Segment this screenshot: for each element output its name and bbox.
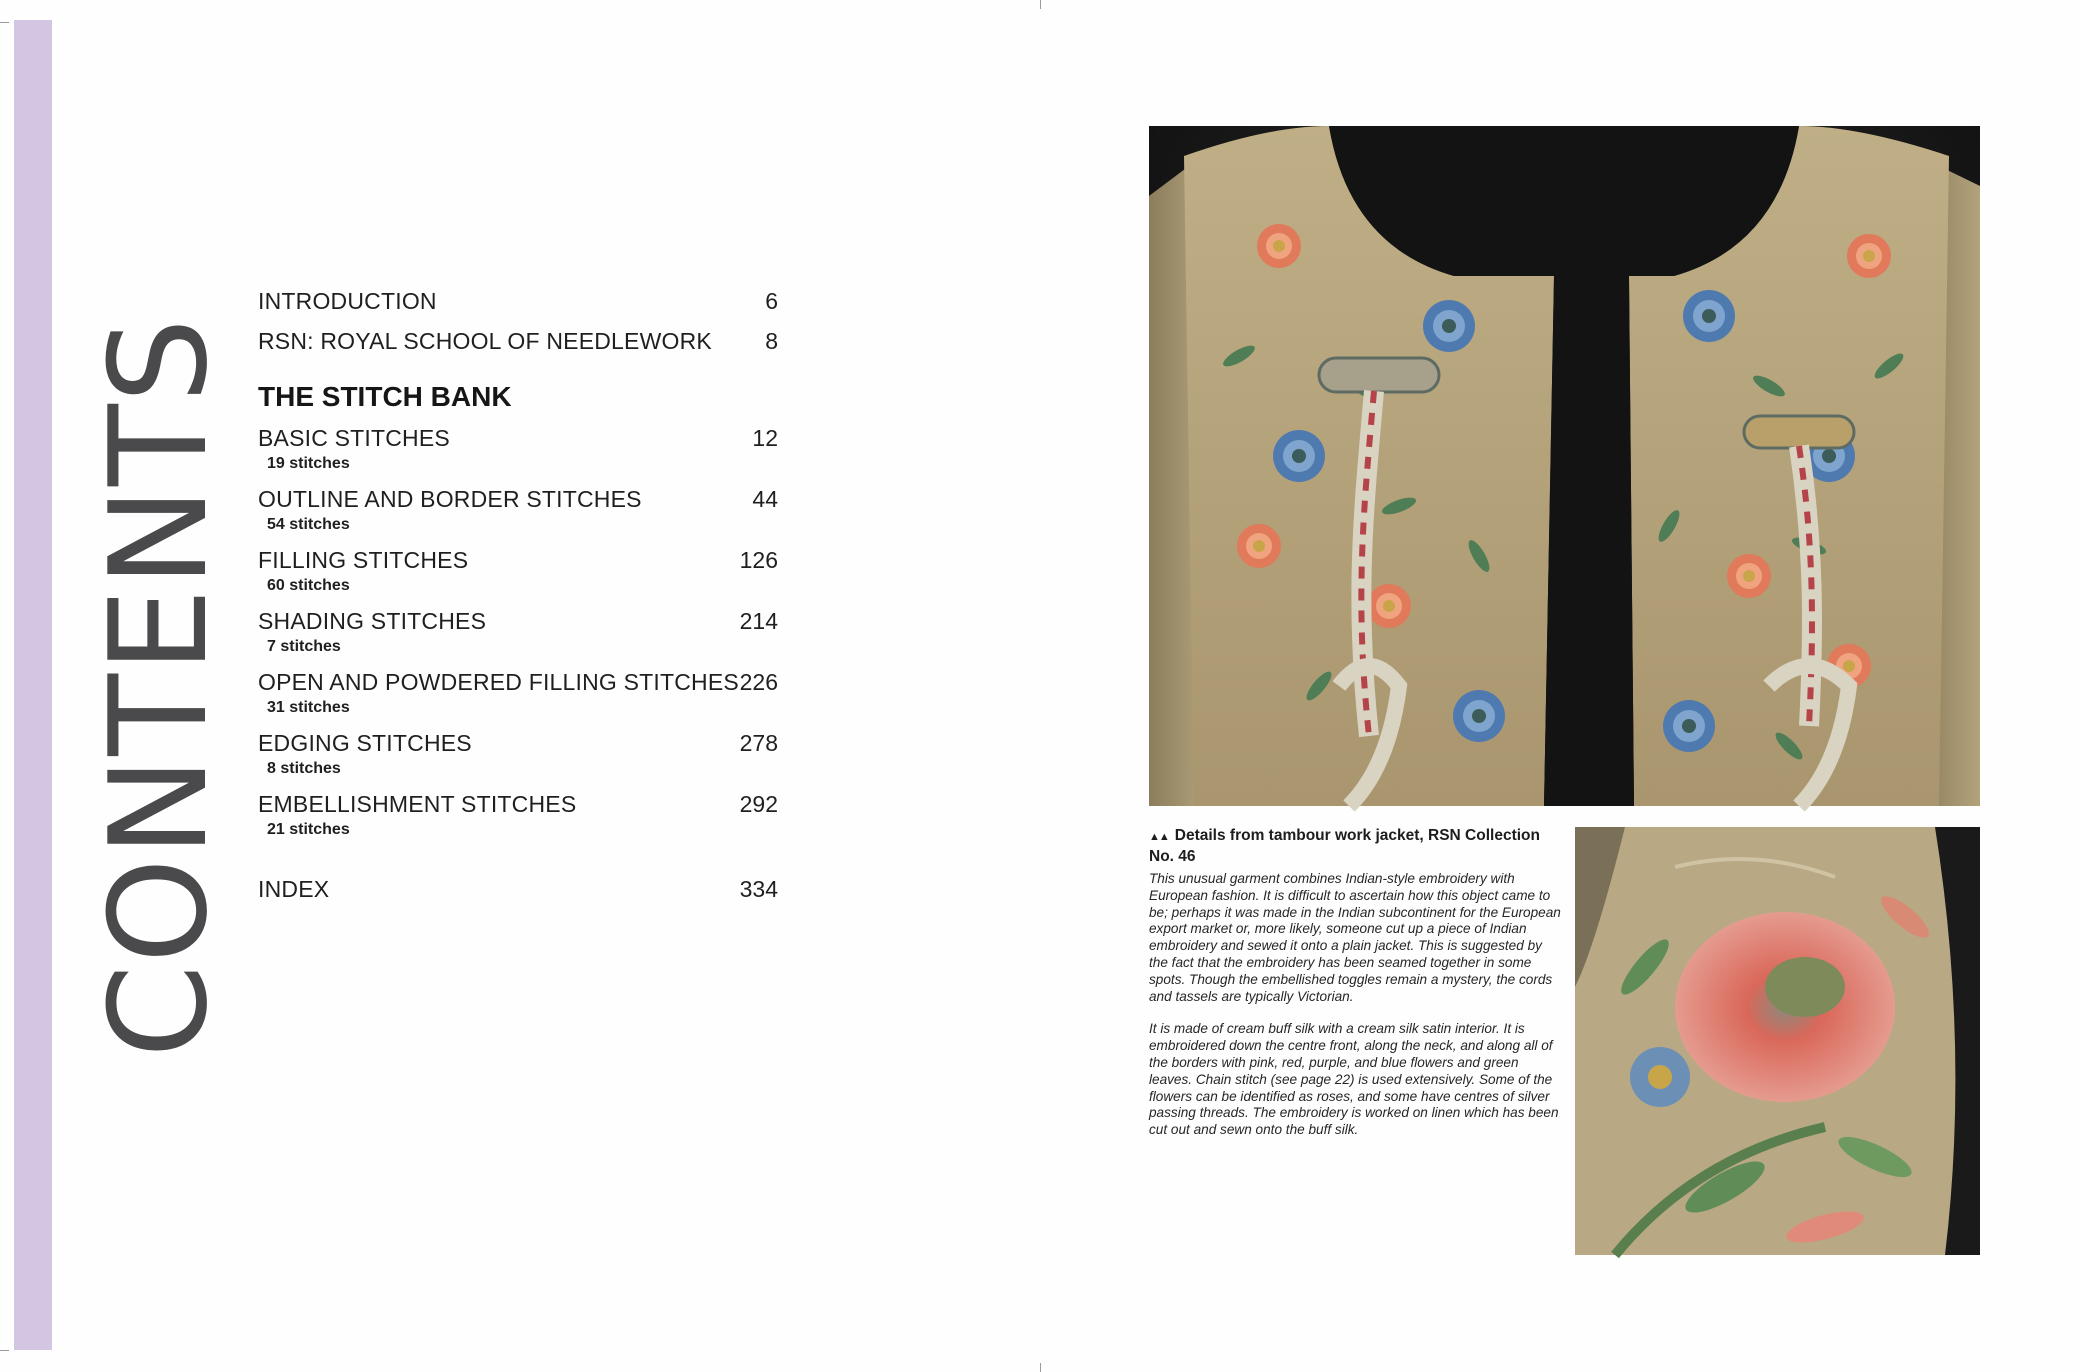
section-heading-stitch-bank: THE STITCH BANK — [258, 381, 512, 412]
toc-entry-page: 226 — [739, 669, 778, 695]
toc-entry-title: RSN: ROYAL SCHOOL OF NEEDLEWORK — [258, 328, 712, 354]
toc-entry-count: 21 stitches — [267, 821, 350, 838]
caption-heading-text: Details from tambour work jacket, RSN Collection No. 46 — [1149, 827, 1540, 865]
toc-entry-page: 126 — [739, 547, 778, 573]
toc-entry-page: 12 — [752, 425, 778, 451]
toc-entry-page: 44 — [752, 486, 778, 512]
caption-marker-icon: ▲▲ — [1149, 831, 1169, 843]
toc-entry-count: 60 stitches — [267, 577, 350, 594]
jacket-photo — [1149, 126, 1980, 806]
toc-entry-page: 334 — [739, 876, 778, 902]
toc-entry-title: OPEN AND POWDERED FILLING STITCHES — [258, 669, 739, 695]
toc-entry-title: FILLING STITCHES — [258, 547, 469, 573]
toc-entry-title: OUTLINE AND BORDER STITCHES — [258, 486, 642, 512]
photo-caption — [1149, 826, 1561, 1139]
toc-entry-count: 7 stitches — [267, 638, 341, 655]
toc-entry-title: EDGING STITCHES — [258, 730, 472, 756]
contents-title — [81, 280, 237, 1095]
accent-band — [14, 20, 52, 1350]
caption-heading — [1149, 826, 1561, 866]
toc-entry-count: 8 stitches — [267, 760, 341, 777]
toc-entry-title: INDEX — [258, 876, 330, 902]
contents-title-text: CONTENTS — [81, 317, 237, 1058]
toc-entry-page: 6 — [765, 288, 778, 314]
toc-entry-page: 8 — [765, 328, 778, 354]
caption-paragraph: It is made of cream buff silk with a cream silk satin interior. It is embroidered down the centre front, along the neck, and along all of the borders with pink, red, purple, and blue flowers and green leaves. Chain stitch (see page 22) is used extensively. Some of the flowers can be identified as roses, and some have centres of silver passing threads. The embroidery is worked on linen which has been cut out and sewn onto the buff silk. — [1149, 1021, 1559, 1138]
toc-entry-title: SHADING STITCHES — [258, 608, 487, 634]
caption-paragraph: This unusual garment combines Indian-style embroidery with European fashion. It is difficult to ascertain how this object came to be; perhaps it was made in the Indian subcontinent for the European export market or, more likely, someone cut up a piece of Indian embroidery and sewed it onto a plain jacket. This is suggested by the fact that the embroidery has been seamed together in some spots. Though the embellished toggles remain a mystery, the cords and tassels are typically Victorian. — [1149, 871, 1561, 1004]
toc-entry-title: EMBELLISHMENT STITCHES — [258, 791, 577, 817]
toc-entry-count: 31 stitches — [267, 699, 350, 716]
toc-entry-page: 278 — [739, 730, 778, 756]
toc-entry-count: 19 stitches — [267, 455, 350, 472]
embroidery-detail-photo — [1575, 827, 1980, 1255]
toc-entry-title: INTRODUCTION — [258, 288, 437, 314]
toc-entry-page: 214 — [739, 608, 778, 634]
toc-entry-count: 54 stitches — [267, 516, 350, 533]
toc-entry-title: BASIC STITCHES — [258, 425, 450, 451]
toc-entry-page: 292 — [739, 791, 778, 817]
